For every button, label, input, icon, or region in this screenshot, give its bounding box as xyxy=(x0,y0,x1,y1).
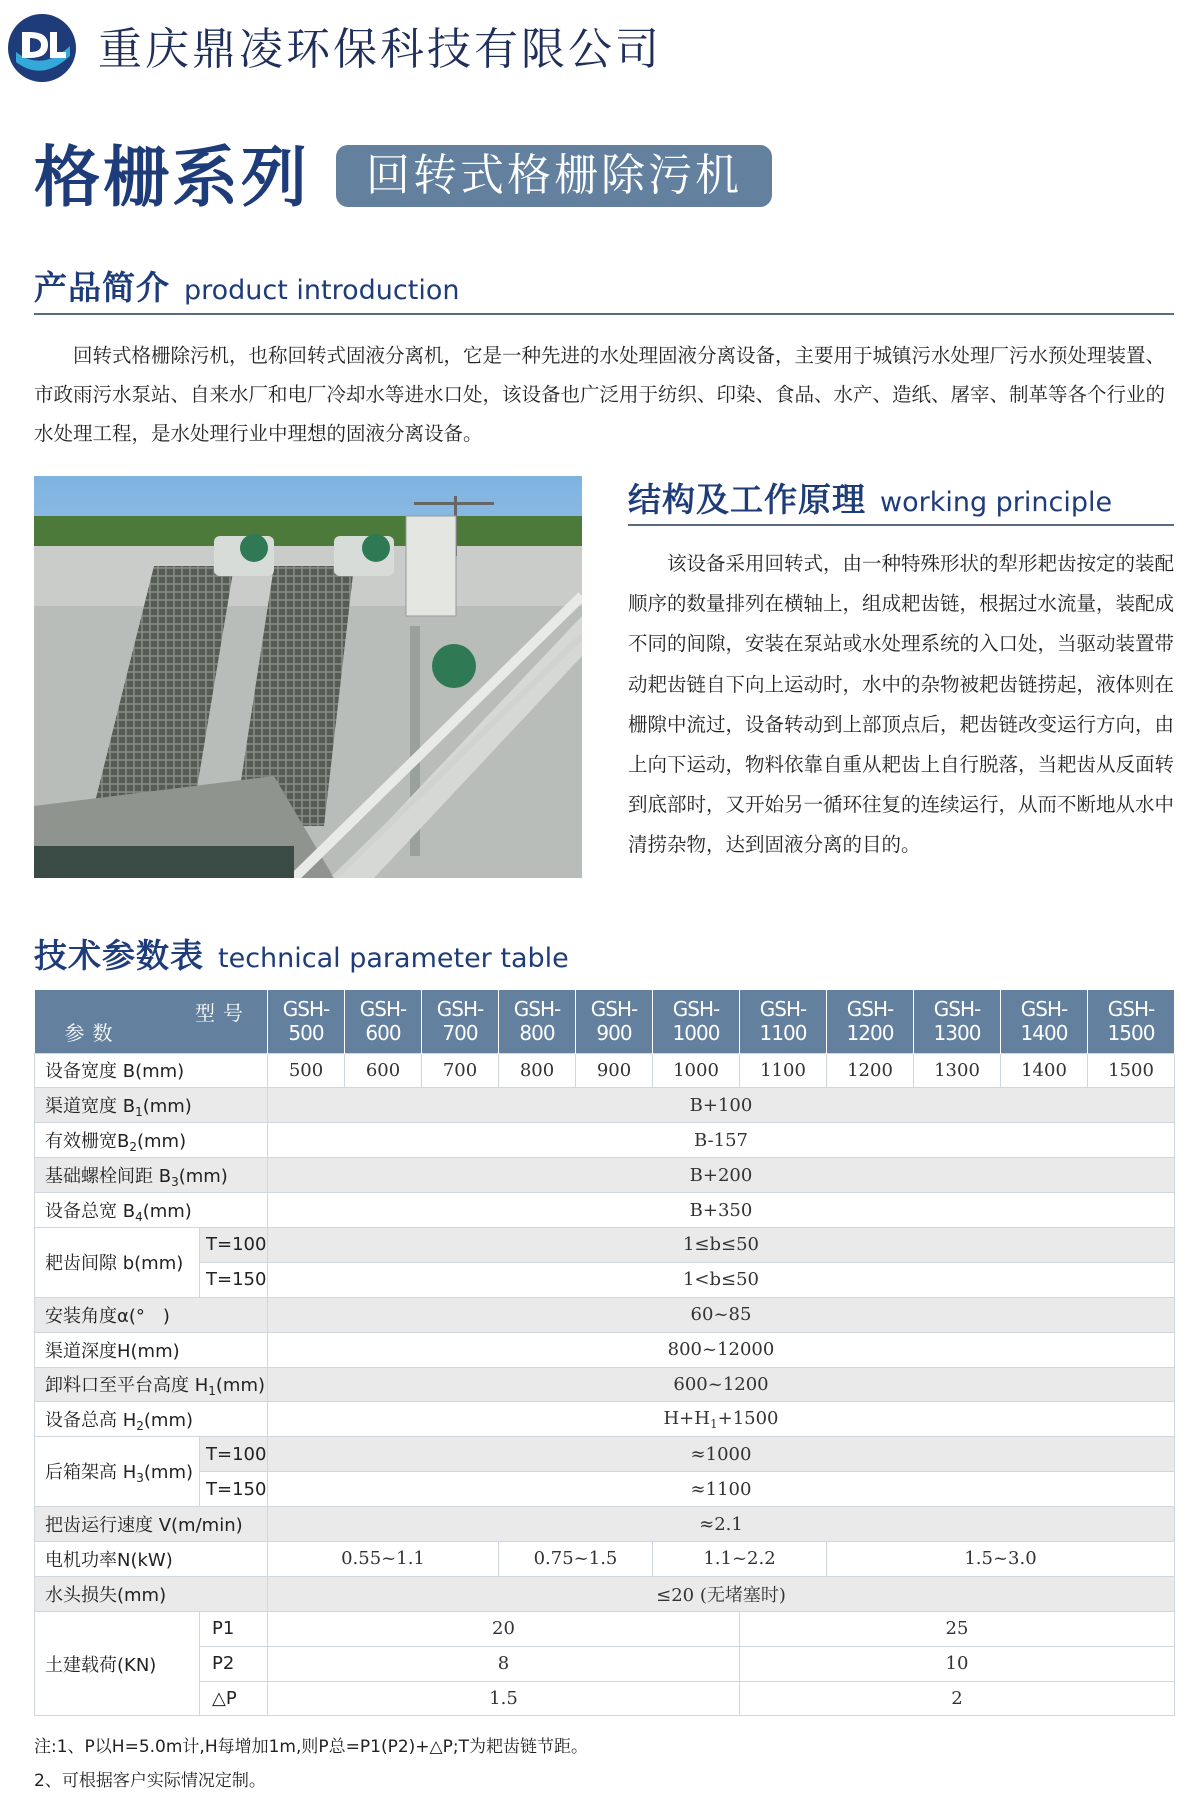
table-row-discharge-height xyxy=(35,1367,1175,1402)
cell: ≈1100 xyxy=(268,1472,1175,1507)
company-logo xyxy=(6,12,78,84)
intro-text: 回转式格栅除污机，也称回转式固液分离机，它是一种先进的水处理固液分离设备，主要用于城镇污水处理厂污水预处理装置、市政雨污水泵站、自来水厂和电厂冷却水等进水口处，该设备也广泛用于纺织、印染、食品、水产、造纸、屠宰、制革等各个行业的水处理工程，是水处理行业中理想的固液分离设备。 xyxy=(34,344,1166,445)
principle-heading-en: working principle xyxy=(880,487,1113,518)
table-row-total-height xyxy=(35,1402,1175,1437)
sub-label: P2 xyxy=(200,1646,268,1681)
cell: ≤20 (无堵塞时) xyxy=(268,1576,1175,1611)
intro-heading-zh: 产品简介 xyxy=(34,268,170,307)
parameter-table xyxy=(34,990,1174,1716)
table-row-power xyxy=(35,1541,1175,1576)
row-label: 渠道深度H(mm) xyxy=(35,1332,268,1367)
model-header: GSH-800 xyxy=(499,990,576,1053)
row-label: 有效栅宽$B_2(mm)$ xyxy=(35,1123,268,1158)
cell: 600 xyxy=(345,1053,422,1088)
cell: 1100 xyxy=(740,1053,827,1088)
cell: ≈1000 xyxy=(268,1437,1175,1472)
cell: 1000 xyxy=(653,1053,740,1088)
model-header: GSH-1400 xyxy=(1001,990,1088,1053)
cell: ≈2.1 xyxy=(268,1507,1175,1542)
table-heading-zh: 技术参数表 xyxy=(34,936,204,975)
row-label: 土建载荷(KN) xyxy=(35,1611,200,1716)
row-label: 把齿运行速度 V(m/min) xyxy=(35,1507,268,1542)
cell: 800~12000 xyxy=(268,1332,1175,1367)
principle-divider xyxy=(628,524,1174,526)
row-label: 设备总宽 $B_4(mm)$ xyxy=(35,1193,268,1228)
cell: 600~1200 xyxy=(268,1367,1175,1402)
model-header: GSH-1000 xyxy=(653,990,740,1053)
principle-heading-zh: 结构及工作原理 xyxy=(628,480,866,519)
cell: 10 xyxy=(740,1646,1175,1681)
corner-model-label: 型号 xyxy=(195,1001,251,1025)
model-header: GSH-1100 xyxy=(740,990,827,1053)
cell: B-157 xyxy=(268,1123,1175,1158)
model-header: GSH-1500 xyxy=(1088,990,1175,1053)
model-header: GSH-500 xyxy=(268,990,345,1053)
cell: $H+H_1+1500$ xyxy=(268,1402,1175,1437)
row-label: 水头损失(mm) xyxy=(35,1576,268,1611)
cell: B+200 xyxy=(268,1158,1175,1193)
model-header: GSH-600 xyxy=(345,990,422,1053)
product-photo xyxy=(34,476,582,878)
table-row-tooth-gap xyxy=(35,1227,1175,1262)
cell: 1.1~2.2 xyxy=(653,1541,827,1576)
row-label: 渠道宽度 $B_1(mm)$ xyxy=(35,1088,268,1123)
row-label: 电机功率N(kW) xyxy=(35,1541,268,1576)
cell: 1<b≤50 xyxy=(268,1262,1175,1297)
principle-heading xyxy=(628,474,1112,521)
table-row-channel-width xyxy=(35,1088,1175,1123)
sub-label: △P xyxy=(200,1681,268,1716)
table-row-width xyxy=(35,1053,1175,1088)
company-name: 重庆鼎凌环保科技有限公司 xyxy=(98,24,662,75)
table-row-speed xyxy=(35,1507,1175,1542)
table-row-civil-load-p2 xyxy=(35,1646,1175,1681)
cell: 60~85 xyxy=(268,1297,1175,1332)
table-row-tooth-gap-2 xyxy=(35,1262,1175,1297)
principle-text: 该设备采用回转式，由一种特殊形状的犁形耙齿按定的装配顺序的数量排列在横轴上，组成耙齿链，根据过水流量，装配成不同的间隙，安装在泵站或水处理系统的入口处，当驱动装置带动耙齿链自下向上运动时，水中的杂物被耙齿链捞起，液体则在栅隙中流过，设备转动到上部顶点后，耙齿链改变运行方向，由上向下运动，物料依靠自重从耙齿上自行脱落，当耙齿从反面转到底部时，又开始另一循环往复的连续运行，从而不断地从水中清捞杂物，达到固液分离的目的。 xyxy=(628,552,1175,857)
model-header: GSH-1300 xyxy=(914,990,1001,1053)
note-line: 注:1、P以H=5.0m计,H每增加1m,则P总=P1(P2)+△P;T为耙齿链节距。 xyxy=(34,1737,588,1757)
cell: 1.5~3.0 xyxy=(827,1541,1175,1576)
table-row-channel-depth xyxy=(35,1332,1175,1367)
cell: 25 xyxy=(740,1611,1175,1646)
row-label: 后箱架高 $H_3(mm)$ xyxy=(35,1437,200,1507)
intro-divider xyxy=(34,313,1174,315)
cell: 0.55~1.1 xyxy=(268,1541,499,1576)
table-row-rear-frame-2 xyxy=(35,1472,1175,1507)
page-header xyxy=(0,0,1200,100)
table-heading-en: technical parameter table xyxy=(218,943,569,974)
cell: 1400 xyxy=(1001,1053,1088,1088)
cell: B+100 xyxy=(268,1088,1175,1123)
row-label: 设备宽度 B(mm) xyxy=(35,1053,268,1088)
sub-label: T=150 xyxy=(200,1262,268,1297)
table-notes xyxy=(34,1730,588,1798)
table-row-rear-frame xyxy=(35,1437,1175,1472)
cell: 1300 xyxy=(914,1053,1001,1088)
cell: B+350 xyxy=(268,1193,1175,1228)
note-line: 2、可根据客户实际情况定制。 xyxy=(34,1771,266,1791)
cell: 2 xyxy=(740,1681,1175,1716)
sub-label: T=150 xyxy=(200,1472,268,1507)
row-label: 卸料口至平台高度 $H_1(mm)$ xyxy=(35,1367,268,1402)
table-header-row xyxy=(35,990,1175,1053)
product-title-badge: 回转式格栅除污机 xyxy=(336,145,772,207)
intro-heading-en: product introduction xyxy=(184,275,460,306)
row-label: 设备总高 $H_2(mm)$ xyxy=(35,1402,268,1437)
cell: 0.75~1.5 xyxy=(499,1541,653,1576)
table-row-angle xyxy=(35,1297,1175,1332)
cell: 1200 xyxy=(827,1053,914,1088)
model-header: GSH-700 xyxy=(422,990,499,1053)
cell: 900 xyxy=(576,1053,653,1088)
model-header: GSH-1200 xyxy=(827,990,914,1053)
cell: 700 xyxy=(422,1053,499,1088)
corner-param-label: 参数 xyxy=(64,1020,121,1045)
table-row-civil-load-dp xyxy=(35,1681,1175,1716)
cell: 1≤b≤50 xyxy=(268,1227,1175,1262)
table-heading xyxy=(34,930,569,977)
cell: 20 xyxy=(268,1611,740,1646)
row-label: 基础螺栓间距 $B_3(mm)$ xyxy=(35,1158,268,1193)
table-row-effective-width xyxy=(35,1123,1175,1158)
table-row-civil-load-p1 xyxy=(35,1611,1175,1646)
model-header: GSH-900 xyxy=(576,990,653,1053)
cell: 800 xyxy=(499,1053,576,1088)
row-label: 安装角度α(° ) xyxy=(35,1297,268,1332)
intro-heading xyxy=(34,262,459,309)
sub-label: T=100 xyxy=(200,1437,268,1472)
table-row-bolt-spacing xyxy=(35,1158,1175,1193)
cell: 500 xyxy=(268,1053,345,1088)
table-row-total-width xyxy=(35,1193,1175,1228)
table-row-head-loss xyxy=(35,1576,1175,1611)
sub-label: T=100 xyxy=(200,1227,268,1262)
cell: 1.5 xyxy=(268,1681,740,1716)
row-label: 耙齿间隙 b(mm) xyxy=(35,1227,200,1297)
sub-label: P1 xyxy=(200,1611,268,1646)
series-title: 格栅系列 xyxy=(34,139,310,216)
table-corner-cell xyxy=(35,990,268,1053)
cell: 1500 xyxy=(1088,1053,1175,1088)
cell: 8 xyxy=(268,1646,740,1681)
